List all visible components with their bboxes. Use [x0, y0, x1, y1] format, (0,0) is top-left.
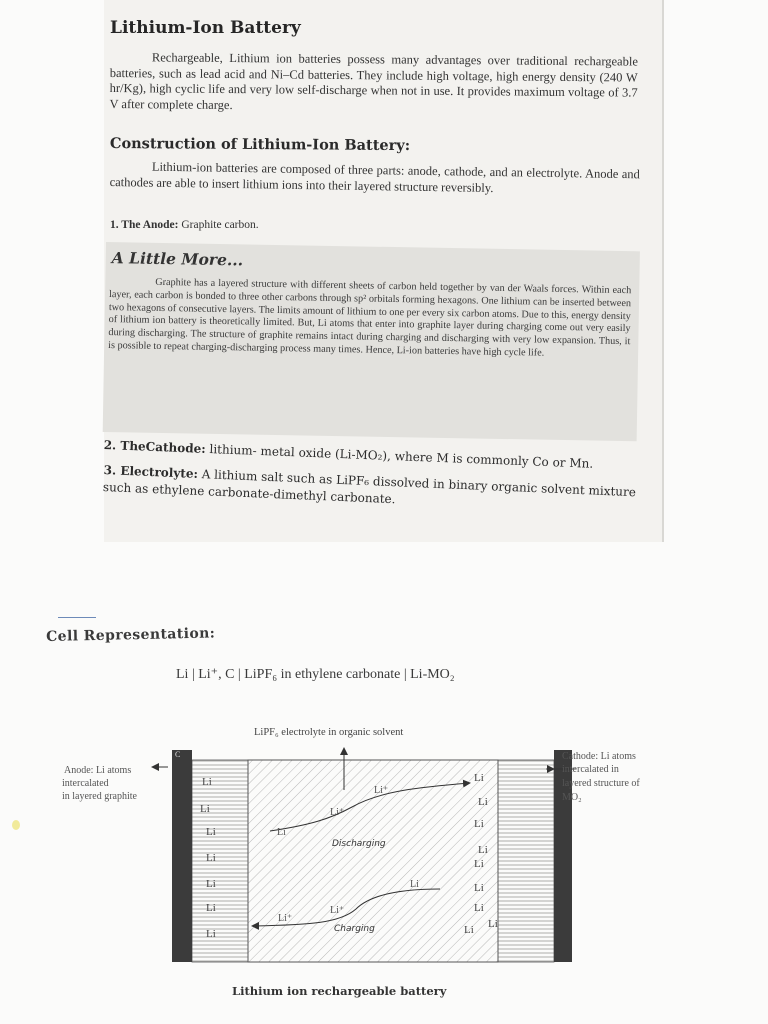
cathode-label-4: MO₂	[562, 792, 582, 803]
cathode-li-2: Li	[478, 796, 488, 808]
anode-li-6: Li	[206, 902, 216, 914]
cathode-li-4: Li	[478, 844, 488, 856]
diagram-caption: Lithium ion rechargeable battery	[232, 984, 447, 998]
chg-li: Li	[410, 879, 419, 890]
dis-li-ion-2: Li⁺	[374, 785, 389, 796]
intro-paragraph: Rechargeable, Lithium ion batteries possess many advantages over traditional rechargeable batteries, such as lead acid and Ni–Cd batteries. They include high voltage, high energy density (240 W hr/Kg), high cyclic life and very low self-discharge when not in use. It provides maximum voltage of 3.7 V after complete charge.	[109, 50, 638, 112]
cathode-li-6: Li	[474, 882, 484, 894]
cathode-label-3: layered structure of	[562, 778, 640, 789]
cathode-label-2: intercalated in	[562, 764, 619, 775]
cathode-label-1: Cathode: Li atoms	[562, 751, 636, 762]
anode-li-5: Li	[206, 878, 216, 890]
electrolyte-label: 3. Electrolyte:	[103, 462, 199, 481]
cathode-li-3: Li	[474, 818, 484, 830]
blue-rule	[58, 617, 96, 618]
chg-li-ion-2: Li⁺	[278, 913, 293, 924]
more-box-title: A Little More...	[111, 248, 244, 270]
cell-representation-heading: Cell Representation:	[46, 625, 216, 645]
chg-li-ion-1: Li⁺	[330, 905, 345, 916]
electrolyte-text: A lithium salt such as LiPF₆ dissolved in binary organic solvent mixture such as ethylene carbonate-dimethyl carbonate.	[102, 466, 637, 507]
construction-paragraph: Lithium-ion batteries are composed of three parts: anode, cathode, and an electrolyte. Anode and cathodes are able to insert lithium ions into their layered structure reversibly.	[109, 159, 640, 195]
charging-label: Charging	[334, 924, 375, 934]
cathode-label: 2. TheCathode:	[103, 438, 206, 456]
more-box-text: Graphite has a layered structure with different sheets of carbon held together by van der Waals forces. Within each layer, each carbon is bonded to three other carbons through sp² orbitals forming hexagons. One lithium can be inserted between two hexagons of consecutive layers. The limits amount of lithium to one per every six carbon atoms. Due to this, energy density of lithium ion battery is theoretically limited. But, Li atoms that enter into graphite layer during charging come out very easily during discharging. The structure of graphite remains intact during charging and discharging with very low expansion. Thus, it is possible to repeat charging-discharging process many times. Hence, Li-ion batteries have high cycle life.	[108, 276, 632, 359]
anode-li-4: Li	[206, 852, 216, 864]
anode-label-2: intercalated	[62, 778, 109, 789]
a-little-more-box	[103, 242, 640, 441]
anode-item	[110, 218, 510, 234]
dis-li: Li	[277, 827, 286, 838]
anode-li-7: Li	[206, 928, 216, 940]
cathode-oxide	[498, 760, 554, 962]
anode-label	[62, 765, 138, 802]
cathode-li-1: Li	[474, 772, 484, 784]
cathode-text: lithium- metal oxide (Li-MO₂), where M is commonly Co or Mn.	[205, 441, 594, 471]
section-title: Lithium-Ion Battery	[110, 18, 301, 38]
cell-notation: Li | Li⁺, C | LiPF₆ in ethylene carbonate | Li-MO₂	[176, 667, 455, 682]
anode-li-2: Li	[200, 803, 210, 815]
cathode-li-8: Li	[488, 918, 498, 930]
anode-collector	[172, 750, 192, 962]
anode-text: Graphite carbon.	[178, 219, 259, 231]
anode-li-1: Li	[202, 776, 212, 788]
cathode-label	[562, 751, 640, 803]
anode-li-3: Li	[206, 826, 216, 838]
anode-graphite	[192, 760, 248, 962]
anode-label: 1. The Anode:	[110, 219, 179, 231]
cathode-li-7: Li	[474, 902, 484, 914]
battery-diagram	[40, 715, 700, 975]
construction-heading: Construction of Lithium-Ion Battery:	[109, 135, 411, 155]
electrolyte-label: LiPF₆ electrolyte in organic solvent	[254, 727, 404, 738]
paper-stain	[12, 820, 20, 830]
cathode-li-9: Li	[464, 924, 474, 936]
anode-label-3: in layered graphite	[62, 791, 137, 802]
dis-li-ion-1: Li⁺	[330, 807, 345, 818]
cathode-li-5: Li	[474, 858, 484, 870]
anode-c-mark: C	[175, 750, 181, 759]
discharging-label: Discharging	[332, 839, 386, 849]
anode-label-1: Anode: Li atoms	[64, 765, 132, 776]
